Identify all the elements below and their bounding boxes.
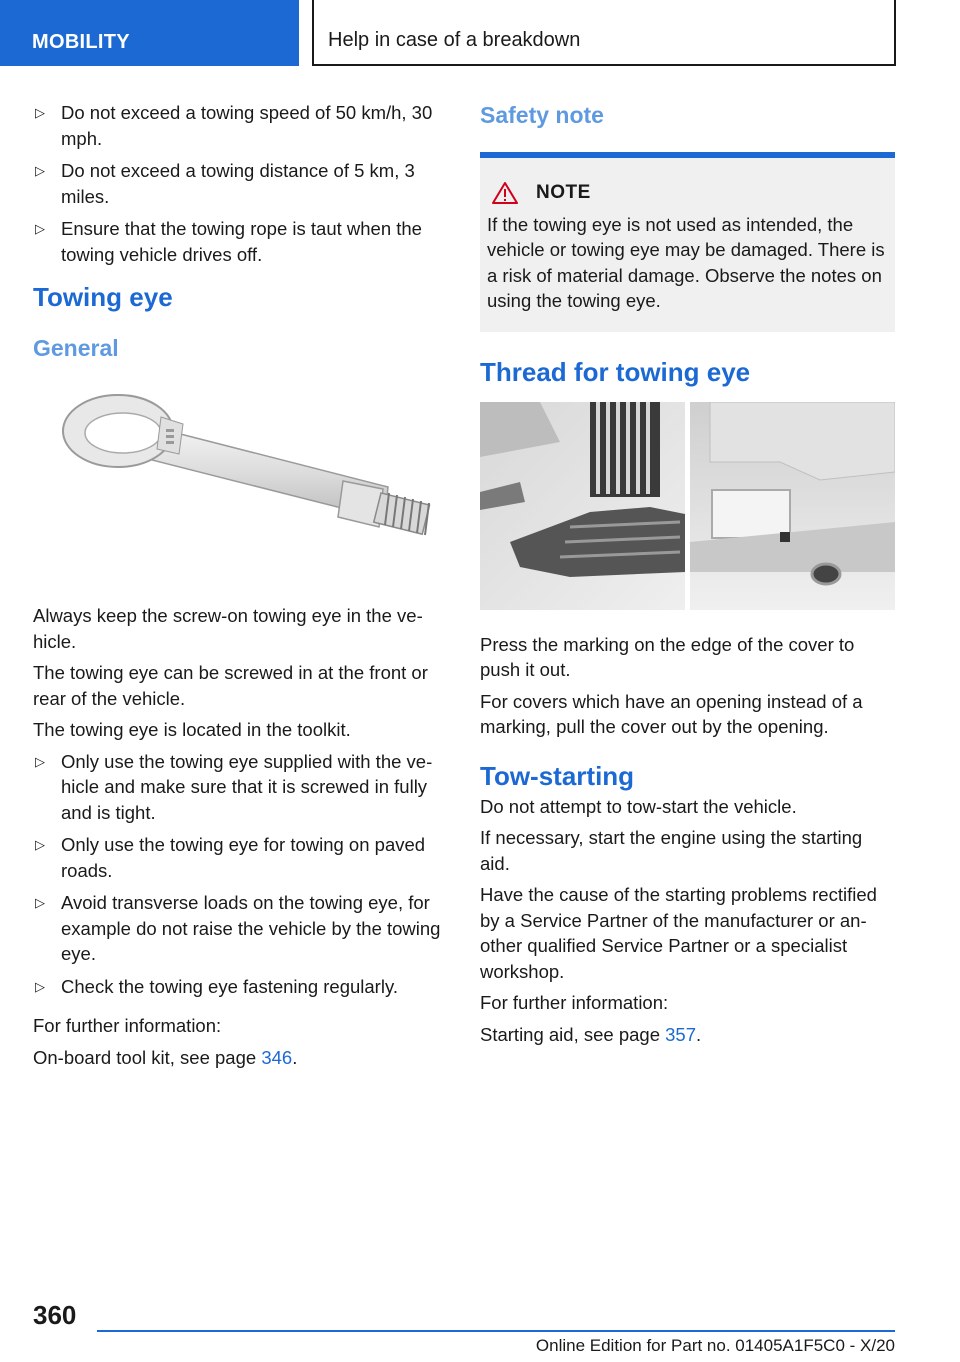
triangle-bullet-icon: ▷	[35, 105, 45, 120]
page-link[interactable]: 357	[665, 1023, 697, 1045]
towing-eye-heading: Towing eye	[33, 282, 173, 312]
cross-reference: On-board tool kit, see page 346.	[33, 1046, 298, 1068]
paragraph: If necessary, start the engine using the starting aid.	[480, 827, 863, 874]
triangle-bullet-icon: ▷	[35, 978, 45, 994]
paragraph: For covers which have an opening instead of a marking, pull the cover out by the opening.	[480, 690, 863, 737]
right-column	[480, 100, 895, 1053]
towing-eye-illustration	[33, 369, 445, 589]
note-box	[480, 152, 895, 332]
cross-reference: Starting aid, see page 357.	[480, 1023, 702, 1045]
paragraph: Have the cause of the starting problems rectified by a Service Partner of the manufacturer or another qualified Service Partner or a specialist workshop.	[480, 884, 877, 982]
warning-triangle-icon	[492, 181, 518, 205]
note-text: If the towing eye is not used as intended, the vehicle or towing eye may be damaged. There is a risk of material damage. Observe the notes on using the towing eye.	[487, 213, 885, 311]
page-link[interactable]: 346	[261, 1046, 293, 1068]
footer-divider	[97, 1330, 895, 1332]
towing-eye-image	[33, 369, 445, 589]
further-info-label: For further information:	[33, 1015, 222, 1036]
paragraph: The towing eye is located in the toolkit.	[33, 719, 351, 740]
thread-heading: Thread for towing eye	[480, 356, 751, 387]
paragraph: Always keep the screw-on towing eye in the vehicle.	[33, 605, 423, 652]
bumper-image	[480, 402, 895, 610]
list-item: ▷ Check the towing eye fastening regularly.	[33, 974, 445, 1000]
triangle-bullet-icon: ▷	[35, 895, 45, 910]
list-item: ▷ Only use the towing eye supplied with the vehicle and make sure that it is screwed in fully and is tight.	[35, 750, 433, 823]
page-header	[0, 0, 960, 66]
list-item: ▷ Only use the towing eye for towing on paved roads.	[35, 834, 426, 881]
triangle-bullet-icon: ▷	[35, 837, 45, 852]
bullet-list	[33, 749, 445, 1000]
chapter-title: Help in case of a breakdown	[312, 0, 896, 66]
bumper-photos-illustration	[480, 402, 895, 610]
list-item: ▷ Do not exceed a towing distance of 5 km, 3 miles.	[35, 160, 415, 207]
general-heading: General	[33, 335, 119, 361]
list-item: ▷ Do not exceed a towing speed of 50 km/h, 30 mph.	[35, 102, 433, 149]
paragraph: The towing eye can be screwed in at the front or rear of the vehicle.	[33, 662, 428, 709]
intro-bullet-list	[33, 100, 445, 267]
tow-starting-heading: Tow-starting	[480, 760, 635, 791]
safety-note-heading: Safety note	[480, 102, 604, 128]
triangle-bullet-icon: ▷	[35, 221, 45, 236]
left-column	[33, 100, 445, 1076]
paragraph: Press the marking on the edge of the cover to push it out.	[480, 633, 855, 680]
list-item: ▷ Avoid transverse loads on the towing eye, for example do not raise the vehicle by the towing eye.	[35, 892, 441, 964]
triangle-bullet-icon: ▷	[35, 753, 45, 769]
section-tab: MOBILITY	[0, 0, 299, 66]
further-info-label: For further information:	[480, 992, 669, 1013]
triangle-bullet-icon: ▷	[35, 163, 45, 178]
edition-text: Online Edition for Part no. 01405A1F5C0 - X/20	[535, 1336, 895, 1355]
note-label: NOTE	[536, 182, 591, 203]
list-item: ▷ Ensure that the towing rope is taut when the towing vehicle drives off.	[35, 218, 422, 265]
paragraph: Do not attempt to tow-start the vehicle.	[480, 795, 797, 817]
page-number: 360	[33, 1300, 77, 1330]
